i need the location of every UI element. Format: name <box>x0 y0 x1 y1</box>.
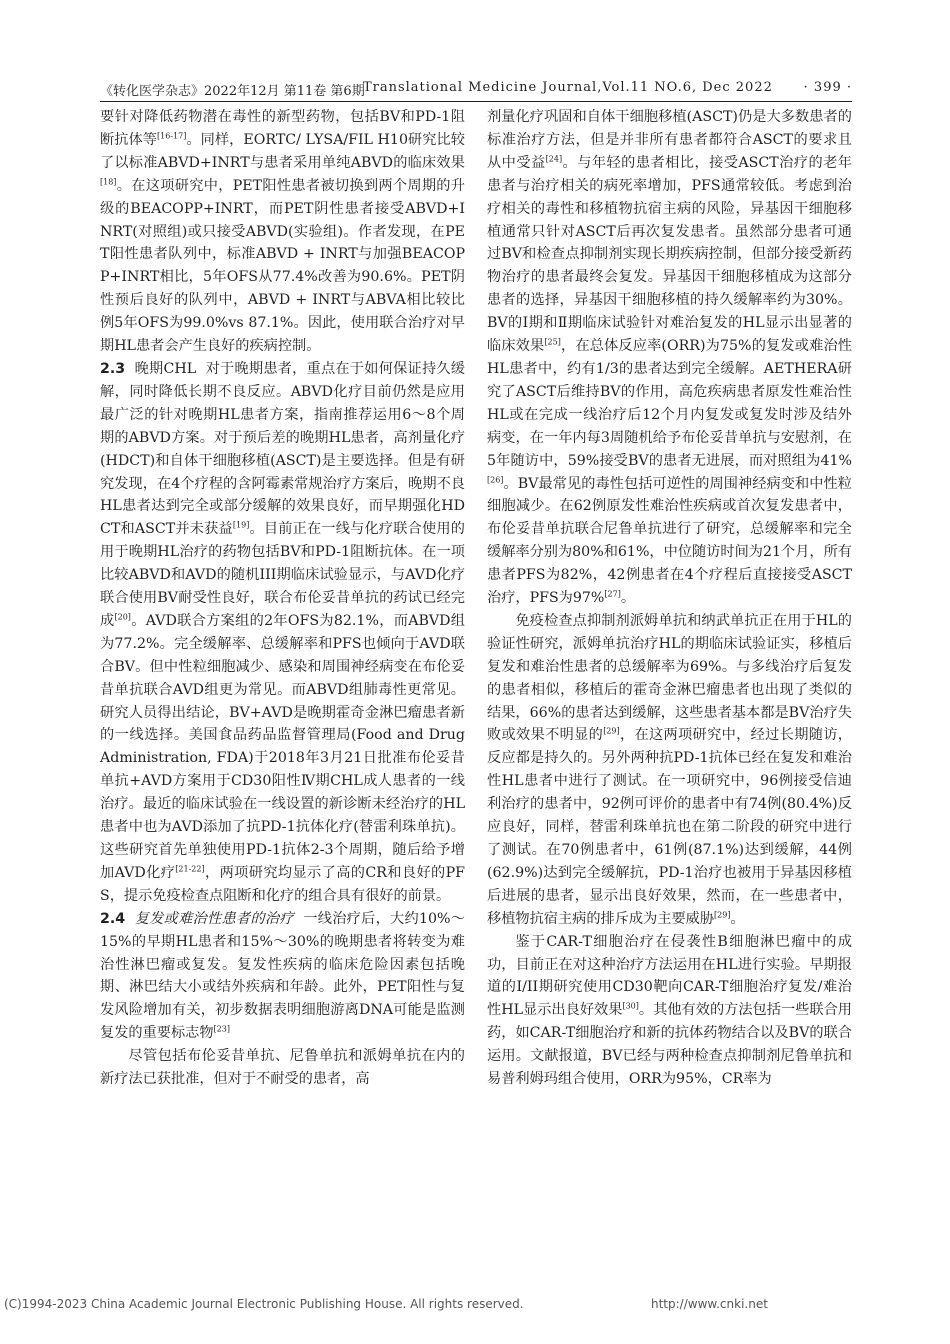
text-run: 。在这项研究中，PET阳性患者被切换到两个周期的升级的BEACOPP+INRT，而PET阴性患者接受ABVD+INRT(对照组)或只接受ABVD(实验组)。作者发现，在PET阳性患者队列中，标准ABVD + INRT与加强BEACOPP+INRT相比，5年OFS从77.4%改善为90.6%。PET阴性预后良好的队列中，ABVD + INRT与ABVA相比较比例5年OFS为99.0%vs 87.1%。因此，使用联合治疗对早期HL患者会产生良好的疾病控制。 <box>100 177 465 355</box>
citation-ref: [23] <box>213 1024 230 1034</box>
left-column <box>100 106 465 1091</box>
text-run: 。AVD联合方案组的2年OFS为82.1%，而ABVD组为77.2%。完全缓解率、总缓解率和PFS也倾向于AVD联合BV。但中性粒细胞减少、感染和周围神经病变在布伦妥昔单抗联合AVD组更为常见。而ABVD组肺毒性更常见。研究人员得出结论，BV+AVD是晚期霍奇金淋巴瘤患者新的一线选择。美国食品药品监督管理局(Food and Drug Administration, FDA)于2018年3月21日批准布伦妥昔单抗+AVD方案用于CD30阳性Ⅳ期CHL成人患者的一线治疗。最近的临床试验在一线设置的新诊断未经治疗的HL患者中也为AVD添加了抗PD-1抗体化疗(替雷利珠单抗)。这些研究首先单独使用PD-1抗体2-3个周期，随后给予增加AVD化疗 <box>100 612 465 881</box>
section-2-4 <box>100 908 465 1045</box>
right-column <box>487 106 852 1091</box>
paragraph <box>487 106 852 610</box>
paragraph <box>487 610 852 931</box>
citation-ref: [24] <box>545 154 563 164</box>
text-run: 尽管包括布伦妥昔单抗、尼鲁单抗和派姆单抗在内的新疗法已获批准，但对于不耐受的患者，高 <box>100 1048 465 1088</box>
section-number: 2.3 <box>100 360 126 377</box>
citation-ref: [16-17] <box>157 131 187 141</box>
citation-ref: [20] <box>114 612 131 622</box>
text-run: ，在这两项研究中，经过长期随访，反应都是持久的。另外两种抗PD-1抗体已经在复发和难治性HL患者中进行了测试。在一项研究中，96例接受信迪利治疗的患者中，92例可评价的患者中有74例(80.4%)反应良好，同样，替雷利珠单抗也在第二阶段的研究中进行了测试。在70例患者中，61例(87.1%)达到缓解，44例(62.9%)达到完全缓解抗，PD-1治疗也被用于异基因移植后进展的患者，显示出良好效果，然而，在一些患者中，移植物抗宿主病的排斥成为主要威胁 <box>487 727 852 927</box>
citation-ref: [30] <box>622 1001 639 1011</box>
paragraph <box>487 931 852 1091</box>
text-run: 。其他有效的方法包括一些联合用药，如CAR-T细胞治疗和新的抗体药物结合以及BV的联合运用。文献报道，BV已经与两种检查点抑制剂尼鲁单抗和易普利姆玛组合使用，ORR为95%，CR率为 <box>487 1002 852 1088</box>
text-run: ，两项研究均显示了高的CR和良好的PFS，提示免疫检查点阻断和化疗的组合具有很好的前景。 <box>100 864 465 904</box>
section-title: 复发或难治性患者的治疗 <box>134 910 294 927</box>
citation-ref: [27] <box>604 589 621 599</box>
text-run: 。同样，EORTC/ LYSA/FIL H10研究比较了以标准ABVD+INRT与患者采用单纯ABVD的临床效果 <box>100 131 465 171</box>
citation-ref: [21-22] <box>175 864 205 874</box>
text-run: 鉴于CAR-T细胞治疗在侵袭性B细胞淋巴瘤中的成功，目前正在对这种治疗方法运用在HL进行实验。早期报道的I/II期研究使用CD30靶向CAR-T细胞治疗复发/难治性HL显示出良好效果 <box>487 933 852 1019</box>
citation-ref: [29] <box>714 909 731 919</box>
citation-ref: [18] <box>100 176 117 186</box>
citation-ref: [25] <box>544 337 561 347</box>
paragraph <box>100 106 465 358</box>
header-rule <box>100 101 852 102</box>
text-run: 。BV最常见的毒性包括可逆性的周围神经病变和中性粒细胞减少。在62例原发性难治性疾病或首次复发患者中，布伦妥昔单抗联合尼鲁单抗进行了研究，总缓解率和完全缓解率分别为80%和61%，中位随访时间为21个月，所有患者PFS为82%，42例患者在4个疗程后直接接受ASCT治疗，PFS为97% <box>487 475 852 607</box>
text-run: 一线治疗后，大约10%～15%的早期HL患者和15%～30%的晚期患者将转变为难治性淋巴瘤或复发。复发性疾病的临床危险因素包括晚期、淋巴结大小或结外疾病和年龄。此外，PET阳性与复发风险增加有关，初步数据表明细胞游离DNA可能是监测复发的重要标志物 <box>100 910 465 1042</box>
text-run: 。 <box>730 910 745 927</box>
paragraph <box>100 1045 465 1091</box>
text-run: 免疫检查点抑制剂派姆单抗和纳武单抗正在用于HL的验证性研究，派姆单抗治疗HL的期临床试验证实，移植后复发和难治性患者的总缓解率为69%。与多线治疗后复发的患者相似，移植后的霍奇金淋巴瘤患者也出现了类似的结果，66%的患者达到缓解，这些患者基本都是BV治疗失败或效果不明显的 <box>487 612 852 744</box>
text-run: ，在总体反应率(ORR)为75%的复发或难治性HL患者中，约有1/3的患者达到完全缓解。AETHERA研究了ASCT后维持BV的作用，高危疾病患者原发性难治性HL或在完成一线治疗后12个月内复发或复发时涉及结外病变，在一年内每3周随机给予布伦妥昔单抗与安慰剂，在5年随访中，59%接受BV的患者无进展，而对照组为41% <box>487 338 852 469</box>
journal-citation <box>363 80 852 95</box>
text-run: 对于晚期患者，重点在于如何保证持久缓解，同时降低长期不良反应。ABVD化疗目前仍然是应用最广泛的针对晚期HL患者方案，指南推荐运用6～8个周期的ABVD方案。对于预后差的晚期HL患者，高剂量化疗(HDCT)和自体干细胞移植(ASCT)是主要选择。但是有研究发现，在4个疗程的含阿霉素常规治疗方案后，晚期不良HL患者达到完全或部分缓解的效果良好，而早期强化HDCT和ASCT并未获益 <box>100 360 465 538</box>
page-number: · 399 · <box>803 80 852 95</box>
text-run: 。目前正在一线与化疗联合使用的用于晚期HL治疗的药物包括BV和PD-1阻断抗体。在一项比较ABVD和AVD的随机III期临床试验显示，与AVD化疗联合使用BV耐受性良好，联合布伦妥昔单抗的药试已经完成 <box>100 521 465 629</box>
text-run: 。与年轻的患者相比，接受ASCT治疗的老年患者与治疗相关的病死率增加，PFS通常较低。考虑到治疗相关的毒性和移植物抗宿主病的风险，异基因干细胞移植通常只针对ASCT后再次复发患者。虽然部分患者可通过BV和检查点抑制剂实现长期疾病控制，但部分接受新药物治疗的患者最终会复发。异基因干细胞移植成为这部分患者的选择，异基因干细胞移植的持久缓解率约为30%。BV的Ⅰ期和Ⅱ期临床试验针对难治复发的HL显示出显著的临床效果 <box>487 154 852 355</box>
citation-ref: [26] <box>487 474 504 484</box>
section-number: 2.4 <box>100 910 126 927</box>
text-run: 。 <box>620 590 636 607</box>
citation-ref: [19] <box>232 520 250 530</box>
citation-ref: [29] <box>603 726 620 736</box>
journal-name-en: Translational Medicine Journal,Vol.11 NO.6, Dec 2022 <box>362 80 773 95</box>
journal-name-cn: 《转化医学杂志》2022年12月 第11卷 第6期 <box>100 84 365 99</box>
text-run: 要针对降低药物潜在毒性的新型药物，包括BV和PD-1阻断抗体等 <box>100 109 465 148</box>
cnki-link[interactable]: http://www.cnki.net <box>651 1297 768 1311</box>
section-title: 晚期CHL <box>134 360 197 377</box>
text-run: 剂量化疗巩固和自体干细胞移植(ASCT)仍是大多数患者的标准治疗方法，但是并非所有患者都符合ASCT的要求且从中受益 <box>487 109 852 171</box>
section-2-3 <box>100 358 465 908</box>
copyright-notice: (C)1994-2023 China Academic Journal Electronic Publishing House. All rights reserved. <box>4 1297 524 1311</box>
